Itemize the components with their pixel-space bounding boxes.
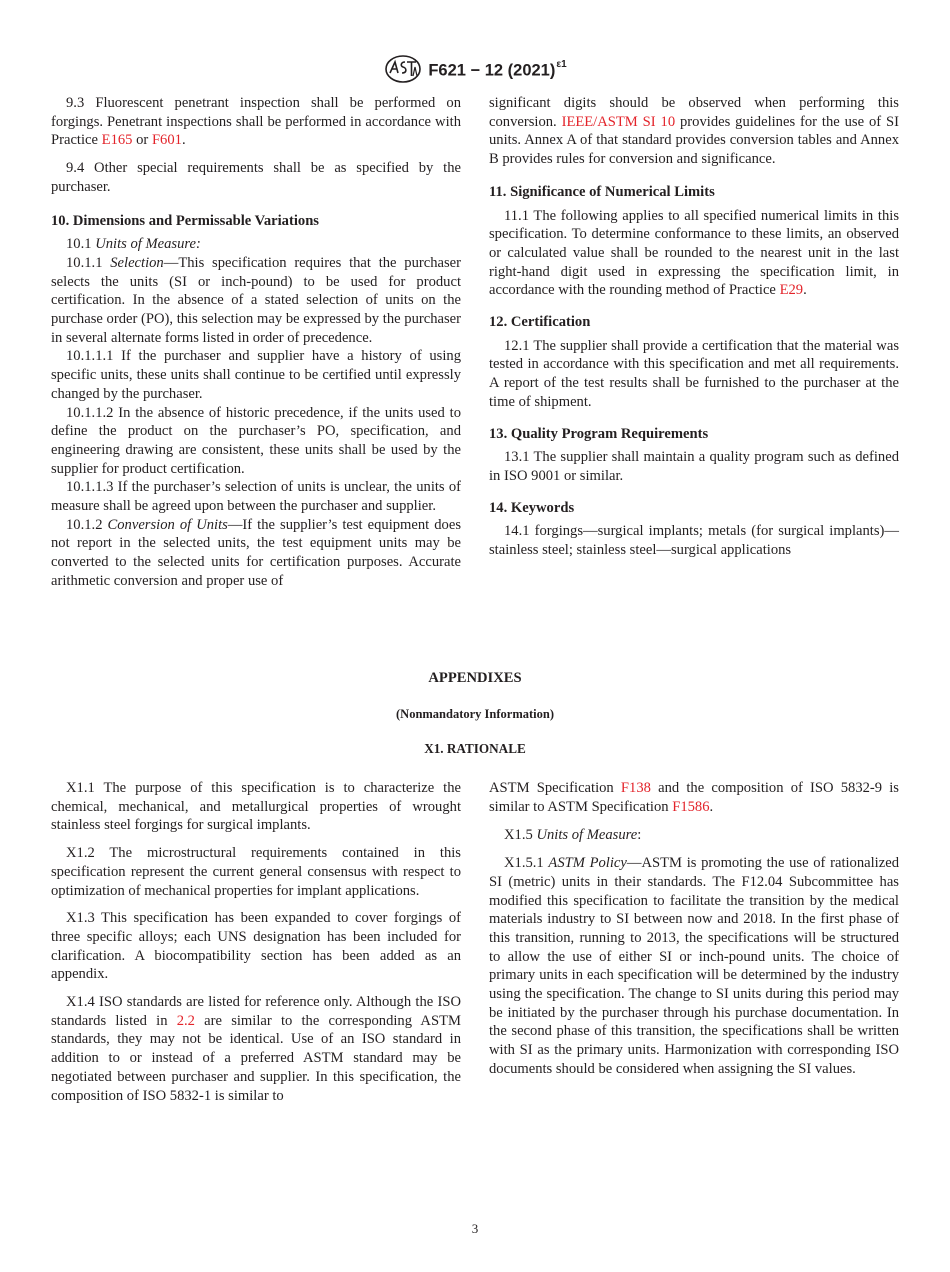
- paragraph-x1-4-continued: ASTM Specification F138 and the composition of ISO 5832-9 is similar to ASTM Specification F1586.: [489, 780, 899, 815]
- paragraph-9-4: 9.4 Other special requirements shall be as specified by the purchaser.: [51, 160, 461, 195]
- paragraph-13-1: 13.1 The supplier shall maintain a quality program such as defined in ISO 9001 or similar.: [489, 449, 899, 484]
- edition-superscript: ε1: [556, 58, 567, 70]
- right-column-bottom: [489, 779, 899, 1079]
- link-e29[interactable]: E29: [779, 282, 804, 299]
- paragraph-x1-5: X1.5 Units of Measure:: [504, 827, 642, 844]
- paragraph-11-1: 11.1 The following applies to all specified numerical limits in this specification. To determine conformance to these limits, an observed or calculated value shall be rounded to the nearest unit in the last right-hand digit used in expressing the specification limit, in accordance with the rounding method of Practice E29.: [489, 207, 899, 299]
- link-f601[interactable]: F601: [151, 132, 182, 149]
- left-column-bottom: [51, 779, 461, 1105]
- heading-section-10: 10. Dimensions and Permissable Variations: [51, 212, 319, 229]
- paragraph-conversion-continued: significant digits should be observed when performing this conversion. IEEE/ASTM SI 10 provides guidelines for the use of SI units. Annex A of that standard provides conversion tables and Annex B provides rules for conversion and significance.: [489, 95, 899, 168]
- link-2-2[interactable]: 2.2: [176, 1012, 195, 1029]
- heading-section-14: 14. Keywords: [489, 499, 575, 516]
- paragraph-x1-4: X1.4 ISO standards are listed for reference only. Although the ISO standards listed in 2.2 are similar to the corresponding ASTM standards, they may not be identical. Use of an ISO standard in addition to or instead of a preferred ASTM standard may be negotiated between purchaser and supplier. In this specification, the composition of ISO 5832-1 is similar to: [51, 994, 461, 1104]
- paragraph-x1-3: X1.3 This specification has been expanded to cover forgings of three specific alloys; each UNS designation has been included for clarification. A biocompatibility section has been added as an appendix.: [51, 910, 461, 983]
- heading-section-13: 13. Quality Program Requirements: [489, 425, 709, 442]
- paragraph-9-3: 9.3 Fluorescent penetrant inspection shall be performed on forgings. Penetrant inspections shall be performed in accordance with Practice E165 or F601.: [51, 95, 461, 149]
- left-column-top: [51, 94, 461, 591]
- paragraph-12-1: 12.1 The supplier shall provide a certification that the material was tested in accordance with this specification and met all requirements. A report of the test results shall be furnished to the purchaser at the time of shipment.: [489, 337, 899, 410]
- link-f138[interactable]: F138: [620, 780, 651, 796]
- paragraph-x1-2: X1.2 The microstructural requirements contained in this specification represent the current general consensus with respect to optimization of mechanical properties for implant applications.: [51, 845, 461, 899]
- paragraph-14-1: 14.1 forgings—surgical implants; metals (for surgical implants)—stainless steel; stainless steel—surgical applications: [489, 523, 899, 559]
- paragraph-x1-1: X1.1 The purpose of this specification is to characterize the chemical, mechanical, and metallurgical properties of wrought stainless steel forgings for surgical implants.: [51, 780, 461, 834]
- paragraph-10-1-1: 10.1.1 Selection—This specification requires that the purchaser selects the units (SI or inch-pound) to be used for product certification. In the absence of a stated selection of units on the purchase order (PO), this selection may be expressed by the purchaser in several alternate forms listed in order of precedence.: [51, 254, 461, 346]
- paragraph-10-1-1-3: 10.1.1.3 If the purchaser’s selection of units is unclear, the units of measure shall be agreed upon between the purchaser and supplier.: [51, 479, 461, 515]
- paragraph-10-1-1-2: 10.1.1.2 In the absence of historic precedence, if the units used to define the product on the purchaser’s PO, specification, and engineering drawing are consistent, these units shall be used by the supplier for product certification.: [51, 404, 461, 477]
- rationale-heading: X1. RATIONALE: [424, 741, 526, 756]
- document-designation: F621 − 12 $(2021)^{\varepsilon 1}$: [428, 58, 567, 80]
- right-column-top: [489, 94, 899, 560]
- heading-section-11: 11. Significance of Numerical Limits: [489, 183, 715, 200]
- paragraph-10-1: 10.1 Units of Measure:: [66, 236, 201, 253]
- heading-section-12: 12. Certification: [489, 314, 591, 331]
- paragraph-10-1-1-1: 10.1.1.1 If the purchaser and supplier have a history of using specific units, these units shall continue to be certified until expressly changed by the purchaser.: [51, 348, 461, 402]
- nonmandatory-subheading: (Nonmandatory Information): [396, 707, 554, 721]
- paragraph-x1-5-1: X1.5.1 ASTM Policy—ASTM is promoting the use of rationalized SI (metric) units in their standards. The F12.04 Subcommittee has modified this specification to facilitate the transition by the medical materials industry to SI between now and 2018. In the first phase of this transition, running to 2013, the specifications will be structured to allow the use of either SI or inch-pound units. The choice of primary units in each specification will be determined by the industry using the specification. The change to SI units during this period may be initiated by the purchaser through his purchase documentation. In the second phase of this transition, the specifications shall be written with SI as the primary units. Harmonization with corresponding ISO documents should be considered when assigning the SI values.: [489, 855, 899, 1077]
- appendixes-heading: APPENDIXES: [428, 670, 522, 686]
- link-ieee-astm-si-10[interactable]: IEEE/ASTM SI 10: [561, 113, 676, 130]
- page-number: 3: [471, 1221, 479, 1236]
- astm-logo-icon: [383, 54, 423, 84]
- paragraph-10-1-2: 10.1.2 Conversion of Units—If the supplier’s test equipment does not report in the selected units, the test equipment units may be converted to the selected units for certification purposes. Accurate arithmetic conversion and proper use of: [51, 516, 461, 589]
- link-f1586[interactable]: F1586: [672, 798, 710, 815]
- page-header: [0, 52, 950, 86]
- link-e165[interactable]: E165: [101, 132, 133, 149]
